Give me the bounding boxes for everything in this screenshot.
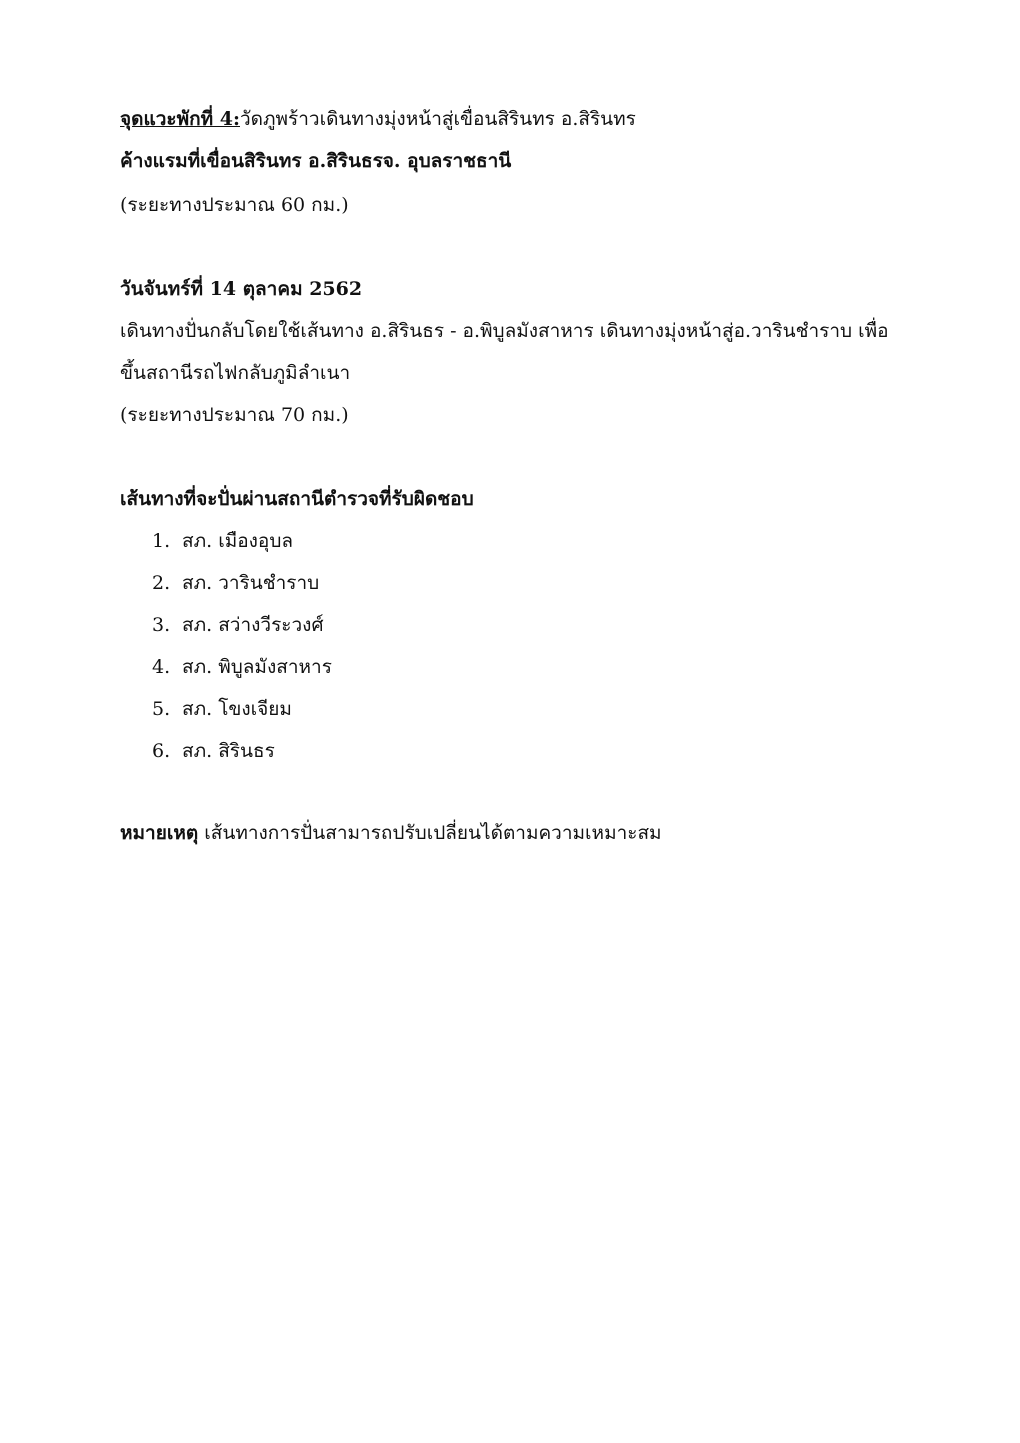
stop-label: จุดแวะพักที่ 4: [120,108,240,130]
list-number: 5. [152,698,171,720]
list-label: สภ. เมืองอุบล [182,530,294,552]
distance-line-1: (ระยะทางประมาณ 60 กม.) [120,194,349,216]
route-text-line-2: ขึ้นสถานีรถไฟกลับภูมิลำเนา [120,362,351,384]
list-item [152,528,293,554]
list-label: สภ. โขงเจียม [182,698,292,720]
stop-text: วัดภูพร้าวเดินทางมุ่งหน้าสู่เขื่อนสิรินทร อ.สิรินทร [240,108,636,130]
list-label: สภ. วารินชำราบ [182,572,320,594]
list-item [152,570,319,596]
route-text-line-1: เดินทางปั่นกลับโดยใช้เส้นทาง อ.สิรินธร - อ.พิบูลมังสาหาร เดินทางมุ่งหน้าสู่อ.วารินชำราบ เพื่อ [120,320,889,342]
date-heading: วันจันทร์ที่ 14 ตุลาคม 2562 [120,278,363,300]
stop-line [120,106,636,132]
list-number: 1. [152,530,171,552]
list-item [152,738,275,764]
list-label: สภ. สิรินธร [182,740,275,762]
list-item [152,612,324,638]
list-item [152,654,332,680]
list-item [152,696,292,722]
list-number: 4. [152,656,171,678]
list-number: 2. [152,572,171,594]
distance-line-2: (ระยะทางประมาณ 70 กม.) [120,404,349,426]
note-label: หมายเหตุ [120,822,199,844]
note-line [120,820,662,846]
list-label: สภ. พิบูลมังสาหาร [182,656,332,678]
list-number: 3. [152,614,171,636]
list-label: สภ. สว่างวีระวงศ์ [182,614,324,636]
overnight-line: ค้างแรมที่เขื่อนสิรินทร อ.สิรินธรจ. อุบลราชธานี [120,150,512,172]
stations-heading: เส้นทางที่จะปั่นผ่านสถานีตำรวจที่รับผิดชอบ [120,488,474,510]
note-text: เส้นทางการปั่นสามารถปรับเปลี่ยนได้ตามความเหมาะสม [198,822,662,844]
list-number: 6. [152,740,171,762]
